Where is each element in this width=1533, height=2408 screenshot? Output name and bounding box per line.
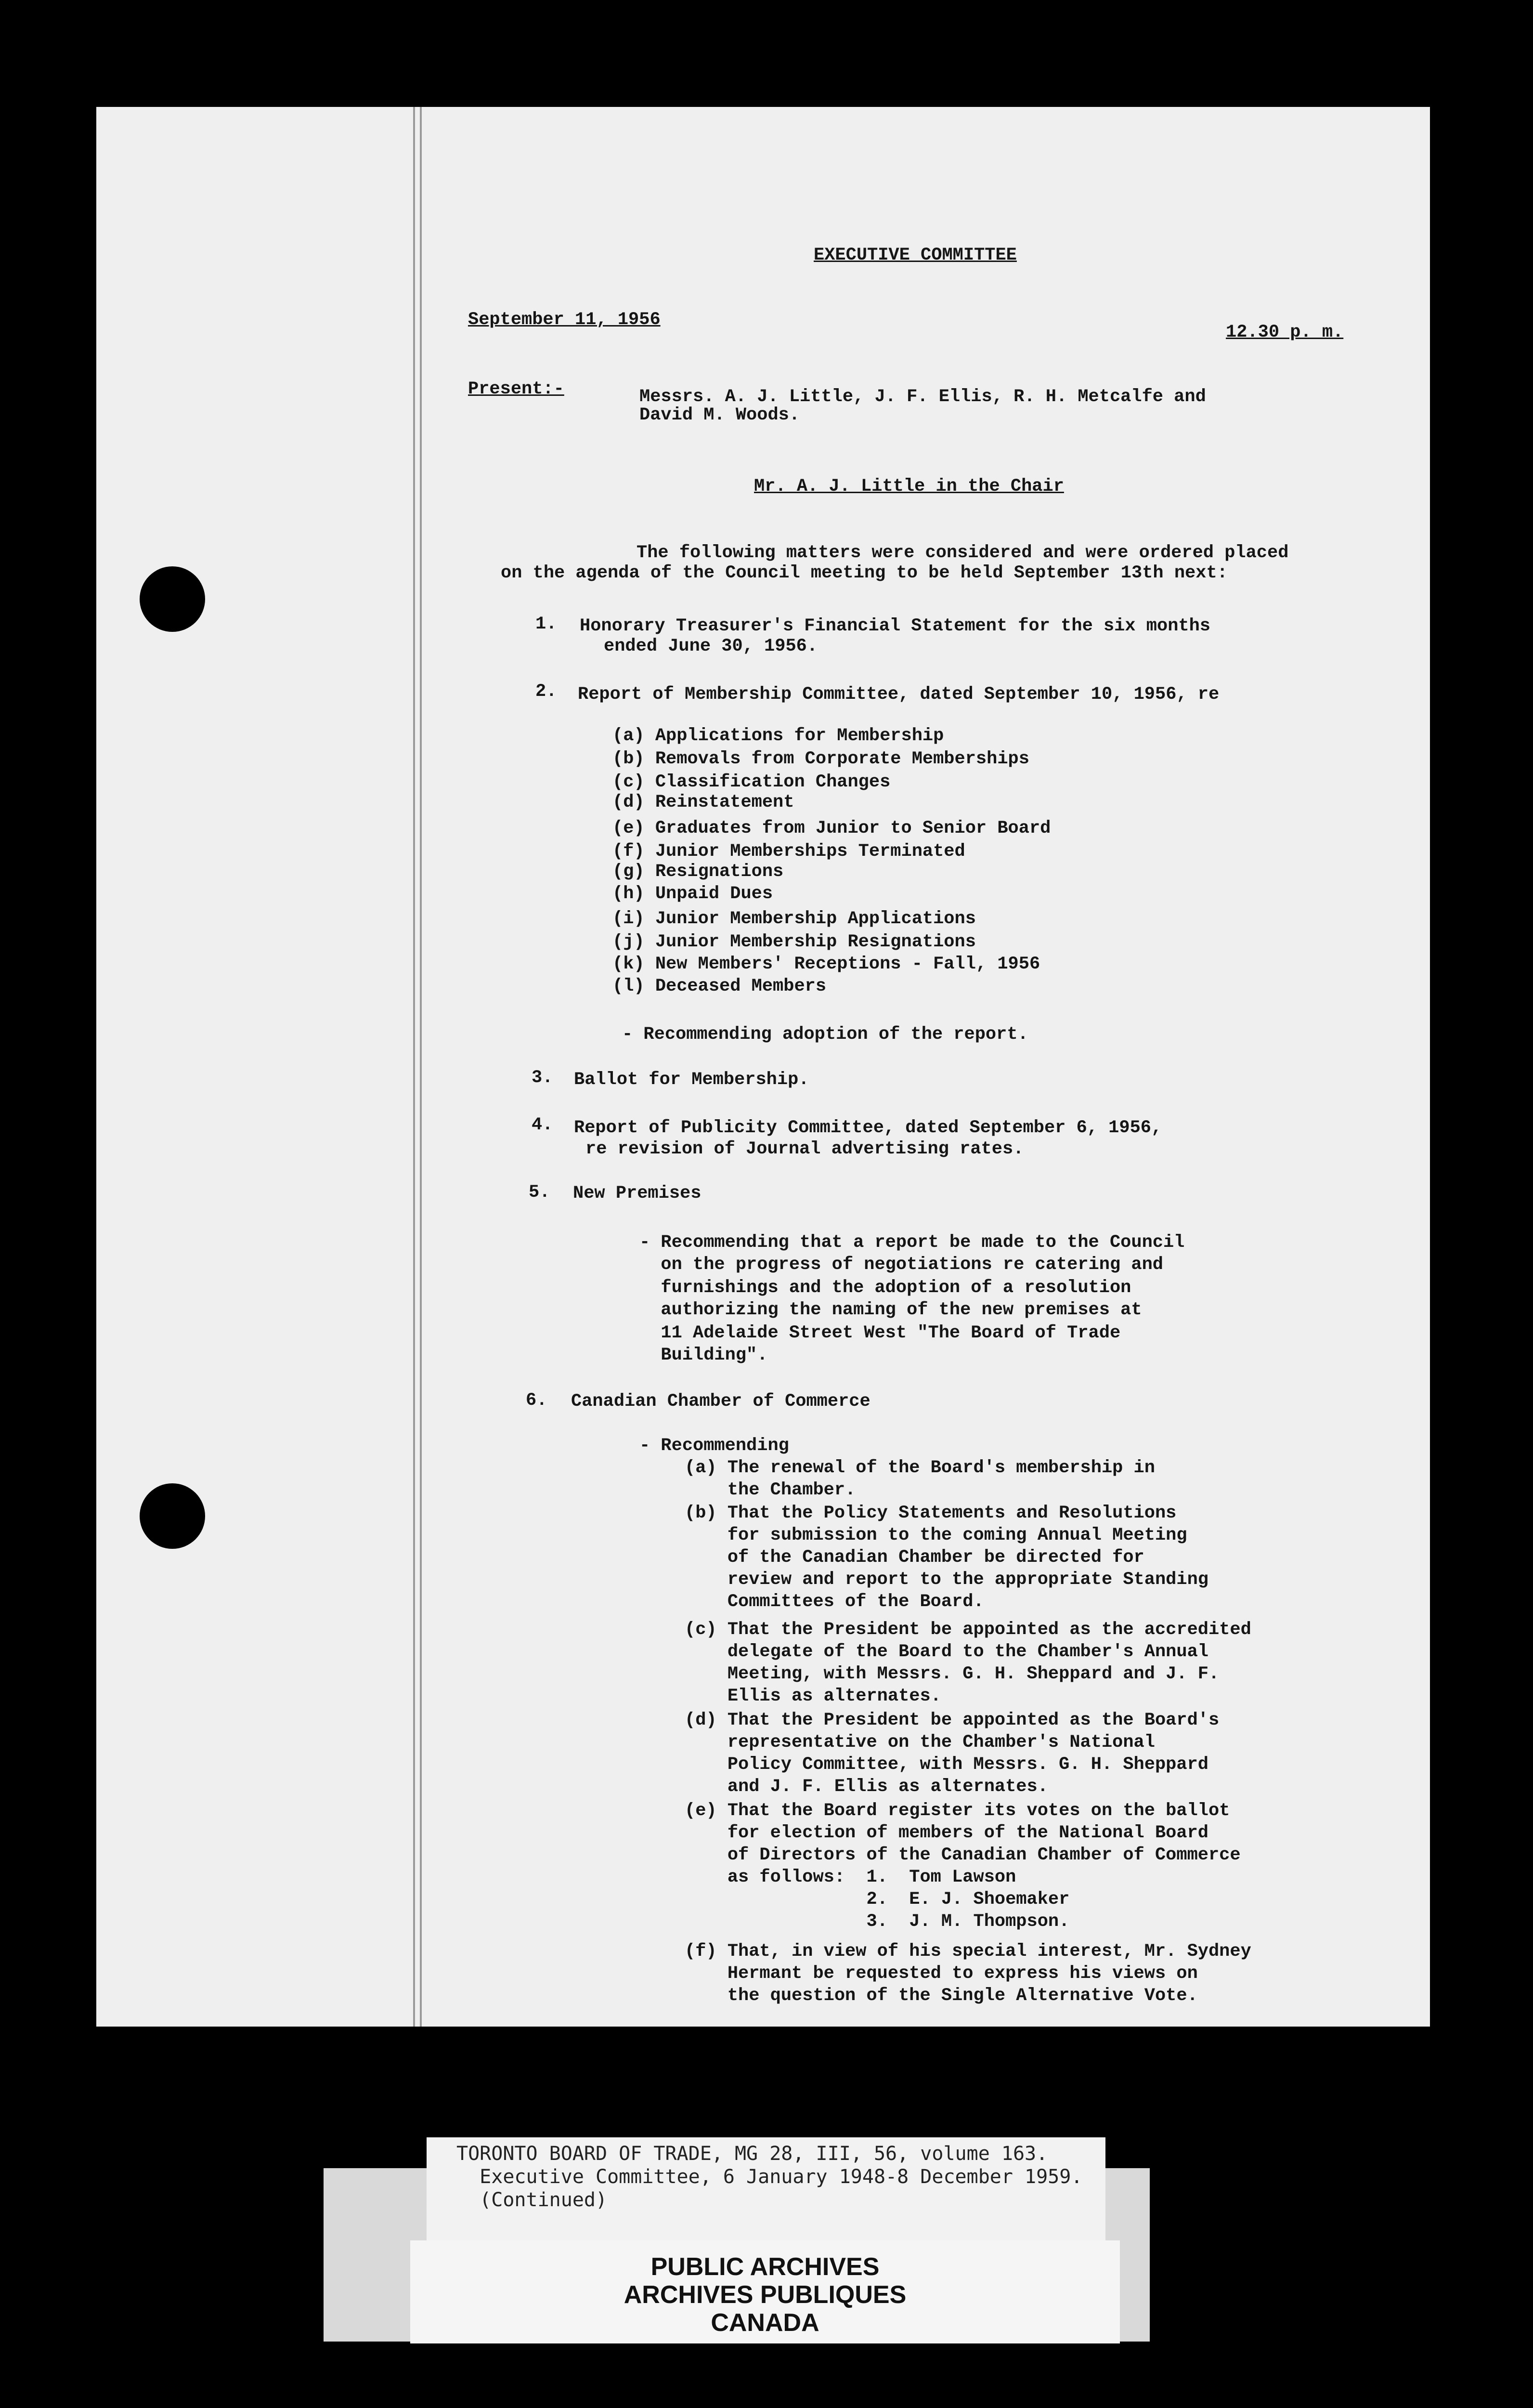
subitem-line: the question of the Single Alternative Vote. — [685, 1986, 1198, 2006]
subitem: (d) Reinstatement — [612, 792, 794, 812]
archive-reference-label — [427, 2137, 1105, 2241]
recommendation-line: on the progress of negotiations re catering and — [639, 1255, 1163, 1275]
subitem-line: and J. F. Ellis as alternates. — [685, 1777, 1048, 1797]
subitem: (k) New Members' Receptions - Fall, 1956 — [612, 954, 1040, 974]
margin-line — [420, 107, 422, 2027]
subitem-line: (e) That the Board register its votes on the ballot — [685, 1801, 1230, 1821]
item-text: Ballot for Membership. — [574, 1070, 809, 1090]
archives-line: CANADA — [711, 2309, 819, 2337]
reference-line: TORONTO BOARD OF TRADE, MG 28, III, 56, volume 163. — [456, 2143, 1048, 2165]
subitem: (h) Unpaid Dues — [612, 884, 773, 904]
reference-line: Executive Committee, 6 January 1948-8 December 1959. — [456, 2166, 1083, 2188]
subitem-line: (b) That the Policy Statements and Resolutions — [685, 1503, 1177, 1523]
item-number: 5. — [529, 1182, 550, 1203]
chair-heading: Mr. A. J. Little in the Chair — [754, 476, 1064, 497]
intro-line: on the agenda of the Council meeting to be held September 13th next: — [501, 563, 1228, 583]
subitem-line: (c) That the President be appointed as the accredited — [685, 1620, 1251, 1640]
subitem: (e) Graduates from Junior to Senior Board — [612, 818, 1051, 838]
recommendation-line: 11 Adelaide Street West "The Board of Trade — [639, 1323, 1121, 1343]
subitem: (c) Classification Changes — [612, 772, 891, 792]
present-line: Messrs. A. J. Little, J. F. Ellis, R. H. Metcalfe and — [639, 387, 1206, 407]
subitem: (l) Deceased Members — [612, 976, 827, 996]
subitem-line: Committees of the Board. — [685, 1592, 984, 1612]
item-text: Canadian Chamber of Commerce — [571, 1391, 870, 1412]
intro-line: The following matters were considered and were ordered placed — [637, 543, 1289, 563]
subitem-line: for election of members of the National Board — [685, 1823, 1208, 1843]
document-title: EXECUTIVE COMMITTEE — [814, 245, 1017, 265]
subitem: (g) Resignations — [612, 862, 784, 882]
present-line: David M. Woods. — [639, 405, 800, 425]
subitem-line: for submission to the coming Annual Meeting — [685, 1525, 1187, 1545]
subitem-line: as follows: 1. Tom Lawson — [685, 1867, 1016, 1887]
item-number: 4. — [532, 1115, 553, 1135]
recommendation-line: - Recommending that a report be made to the Council — [639, 1232, 1185, 1253]
subitem: (b) Removals from Corporate Memberships — [612, 749, 1029, 769]
subitem-line: Ellis as alternates. — [685, 1686, 941, 1706]
reference-line: (Continued) — [456, 2189, 608, 2211]
item-number: 1. — [535, 614, 557, 634]
item-number: 6. — [526, 1390, 547, 1411]
item-number: 2. — [535, 681, 557, 702]
subitem-line: of Directors of the Canadian Chamber of Commerce — [685, 1845, 1241, 1865]
subitem-line: Hermant be requested to express his views on — [685, 1963, 1198, 1984]
item-text: re revision of Journal advertising rates. — [585, 1139, 1024, 1159]
archives-line: PUBLIC ARCHIVES — [650, 2253, 880, 2281]
subitem-line: representative on the Chamber's National — [685, 1732, 1155, 1753]
item-text: Report of Membership Committee, dated September 10, 1956, re — [578, 684, 1220, 705]
item-text: New Premises — [573, 1183, 702, 1204]
subitem-line: 3. J. M. Thompson. — [685, 1911, 1070, 1932]
subitem: (j) Junior Membership Resignations — [612, 932, 976, 952]
item-text: Report of Publicity Committee, dated September 6, 1956, — [574, 1118, 1162, 1138]
recommendation: - Recommending — [639, 1436, 789, 1456]
item-text: ended June 30, 1956. — [604, 636, 818, 656]
subitem-line: Policy Committee, with Messrs. G. H. Sheppard — [685, 1754, 1208, 1775]
subitem-line: review and report to the appropriate Standing — [685, 1570, 1208, 1590]
meeting-time: 12.30 p. m. — [1226, 322, 1344, 342]
subitem: (f) Junior Memberships Terminated — [612, 841, 965, 862]
archives-stamp — [410, 2240, 1120, 2343]
subitem: (i) Junior Membership Applications — [612, 909, 976, 929]
subitem: (a) Applications for Membership — [612, 726, 944, 746]
subitem-line: the Chamber. — [685, 1480, 856, 1500]
subitem-line: Meeting, with Messrs. G. H. Sheppard and J. F. — [685, 1664, 1220, 1684]
archives-line: ARCHIVES PUBLIQUES — [624, 2281, 907, 2309]
subitem-line: (a) The renewal of the Board's membership in — [685, 1458, 1155, 1478]
present-label: Present:- — [468, 379, 564, 399]
recommendation-line: Building". — [639, 1345, 768, 1365]
recommendation-line: authorizing the naming of the new premises at — [639, 1300, 1142, 1320]
subitem-line: delegate of the Board to the Chamber's Annual — [685, 1642, 1208, 1662]
margin-line — [413, 107, 415, 2027]
subitem-line: 2. E. J. Shoemaker — [685, 1889, 1070, 1910]
subitem-line: of the Canadian Chamber be directed for — [685, 1547, 1144, 1568]
item-text: Honorary Treasurer's Financial Statement for the six months — [580, 616, 1211, 636]
subitem-line: (f) That, in view of his special interest, Mr. Sydney — [685, 1941, 1251, 1962]
punch-hole — [140, 1483, 205, 1549]
subitem-line: (d) That the President be appointed as the Board's — [685, 1710, 1220, 1730]
recommendation-line: furnishings and the adoption of a resolution — [639, 1278, 1131, 1298]
meeting-date: September 11, 1956 — [468, 310, 661, 330]
punch-hole — [140, 566, 205, 632]
item-number: 3. — [532, 1068, 553, 1088]
recommendation: - Recommending adoption of the report. — [622, 1024, 1028, 1045]
